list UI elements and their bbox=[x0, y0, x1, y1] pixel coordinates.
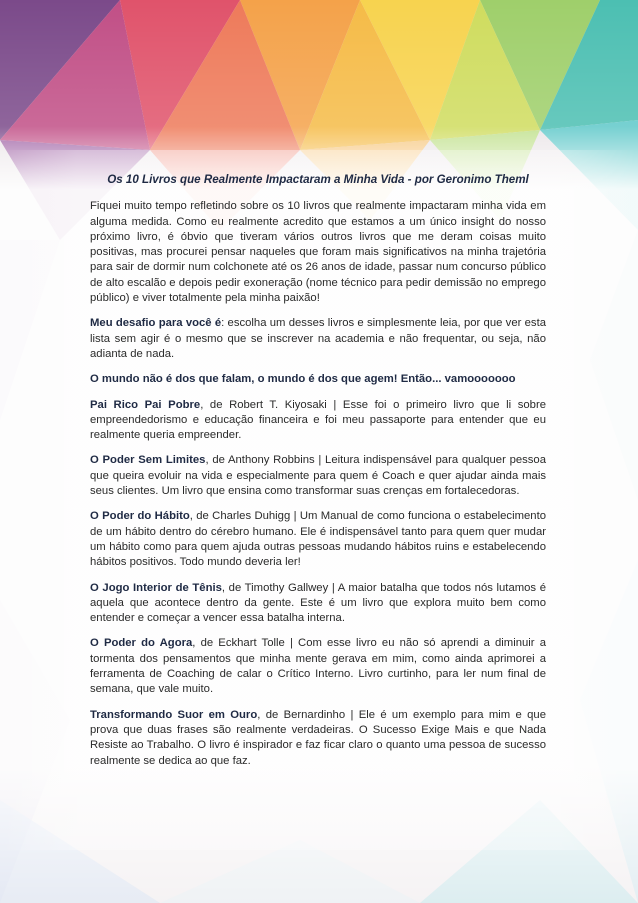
book-description: , de Anthony Robbins | Leitura indispensável para qualquer pessoa que queira evoluir na vida e especialmente para quem é Coach e quer ajudar ainda mais seus clientes. Um livro que ensina como transformar suas crenças em fortalecedoras. bbox=[90, 454, 546, 498]
book-title: O Poder do Hábito bbox=[90, 510, 190, 523]
challenge-lead: Meu desafio para você é bbox=[90, 317, 222, 330]
article bbox=[90, 172, 546, 779]
book-entry bbox=[90, 581, 546, 627]
book-title: O Poder do Agora bbox=[90, 637, 193, 650]
book-description: , de Eckhart Tolle | Com esse livro eu não só aprendi a diminuir a tormenta dos pensamentos que minha mente gerava em mim, como ainda aprimorei a ferramenta de Coaching de calar o Crítico Interno. Livro curtinho, para ler num final de semana, que vale muito. bbox=[90, 637, 546, 696]
book-title: O Poder Sem Limites bbox=[90, 454, 206, 467]
book-description: , de Bernardinho | Ele é um exemplo para mim e que prova que duas frases são realmente verdadeiras. O Sucesso Exige Mais e que Nada Resiste ao Trabalho. O livro é inspirador e faz ficar claro o quanto uma pessoa de sucesso realmente se dedica ao que faz. bbox=[90, 708, 546, 767]
book-title: O Jogo Interior de Tênis bbox=[90, 581, 222, 594]
book-description: , de Robert T. Kiyosaki | Esse foi o primeiro livro que li sobre empreendedorismo e educação financeira e foi meu passaporte para entender que eu realmente queria empreender. bbox=[90, 398, 547, 442]
book-title: Transformando Suor em Ouro bbox=[90, 708, 258, 721]
book-entry bbox=[90, 398, 546, 444]
book-description: , de Timothy Gallwey | A maior batalha que todos nós lutamos é aquela que acontece dentro da gente. Este é um livro que explora muito bem como entender e começar a vencer essa batalha interna. bbox=[90, 581, 546, 625]
book-title: Pai Rico Pai Pobre bbox=[90, 398, 201, 411]
motto: O mundo não é dos que falam, o mundo é dos que agem! Então... vamooooooo bbox=[90, 373, 516, 386]
book-entry bbox=[90, 708, 546, 769]
book-entry bbox=[90, 453, 546, 499]
book-entry bbox=[90, 509, 546, 570]
challenge-text: : escolha um desses livros e simplesmente leia, por que ver esta lista sem agir é o mesmo que se inscrever na academia e não frequentar, ou seja, não adianta de nada. bbox=[90, 317, 546, 360]
challenge-paragraph bbox=[90, 316, 546, 362]
book-entry bbox=[90, 636, 546, 697]
book-description: , de Charles Duhigg | Um Manual de como funciona o estabelecimento de um hábito dentro do cérebro humano. Ele é indispensável tanto para quem quer mudar um hábito como para quem ajuda outras pessoas mudando hábitos ruins e estabelecendo hábitos positivos. Todo mundo deveria ler! bbox=[90, 510, 546, 569]
intro-paragraph: Fiquei muito tempo refletindo sobre os 10 livros que realmente impactaram minha vida em alguma medida. Como eu realmente acredito que estamos a um único insight do nosso próximo livro, é óbvio que tiveram vários outros livros que me deram coisas muito positivas, mas procurei pensar naqueles que foram mais significativos na minha trajetória para sair de dormir num colchonete até os 26 anos de idade, passar num concurso público de alto escalão e depois pedir exoneração (nome técnico para pedir demissão no emprego público) e viver totalmente pela minha paixão! bbox=[90, 200, 546, 305]
page-title: Os 10 Livros que Realmente Impactaram a Minha Vida - por Geronimo Theml bbox=[107, 173, 529, 186]
